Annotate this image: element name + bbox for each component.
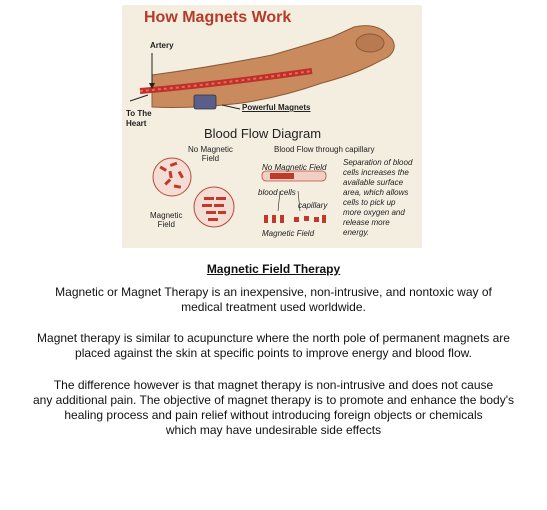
- article-heading: Magnetic Field Therapy: [206, 262, 341, 276]
- figure-title: How Magnets Work: [144, 9, 292, 26]
- paragraph-acupuncture: Magnet therapy is similar to acupuncture where the north pole of permanent magnets are placed against the skin at specific points to improve energy and blood flow.: [37, 331, 510, 360]
- to-heart-label: To The Heart: [126, 109, 152, 128]
- diagram-title: Blood Flow Diagram: [204, 126, 322, 141]
- artery-label: Artery: [150, 41, 174, 50]
- powerful-magnets-label: Powerful Magnets: [242, 103, 311, 112]
- blood-cells-label: blood cells: [258, 188, 296, 197]
- capillary-label: capillary: [298, 201, 328, 210]
- paragraph-difference: The difference however is that magnet therapy is non-intrusive and does not cause any additional pain. The objective of magnet therapy is to promote and enhance the body's healing process and pain relief without introducing foreign objects or chemicals which may have undesirable side effects: [32, 378, 515, 437]
- capillary-no-field-label: No Magnetic Field: [262, 163, 327, 172]
- capillary-magnetic-field-label: Magnetic Field: [262, 229, 315, 238]
- magnetic-field-label: Magnetic Field: [150, 211, 183, 229]
- no-magnetic-field-label: No Magnetic Field: [188, 145, 233, 163]
- paragraph-intro: Magnetic or Magnet Therapy is an inexpensive, non-intrusive, and nontoxic way of medical treatment used worldwide.: [55, 285, 492, 314]
- capillary-header: Blood Flow through capillary: [274, 145, 375, 154]
- oxygen-note: Separation of blood cells increases the available surface area, which allows cells to pick up more oxygen and release more energy.: [343, 158, 413, 237]
- magnet-diagram-figure: [122, 5, 422, 248]
